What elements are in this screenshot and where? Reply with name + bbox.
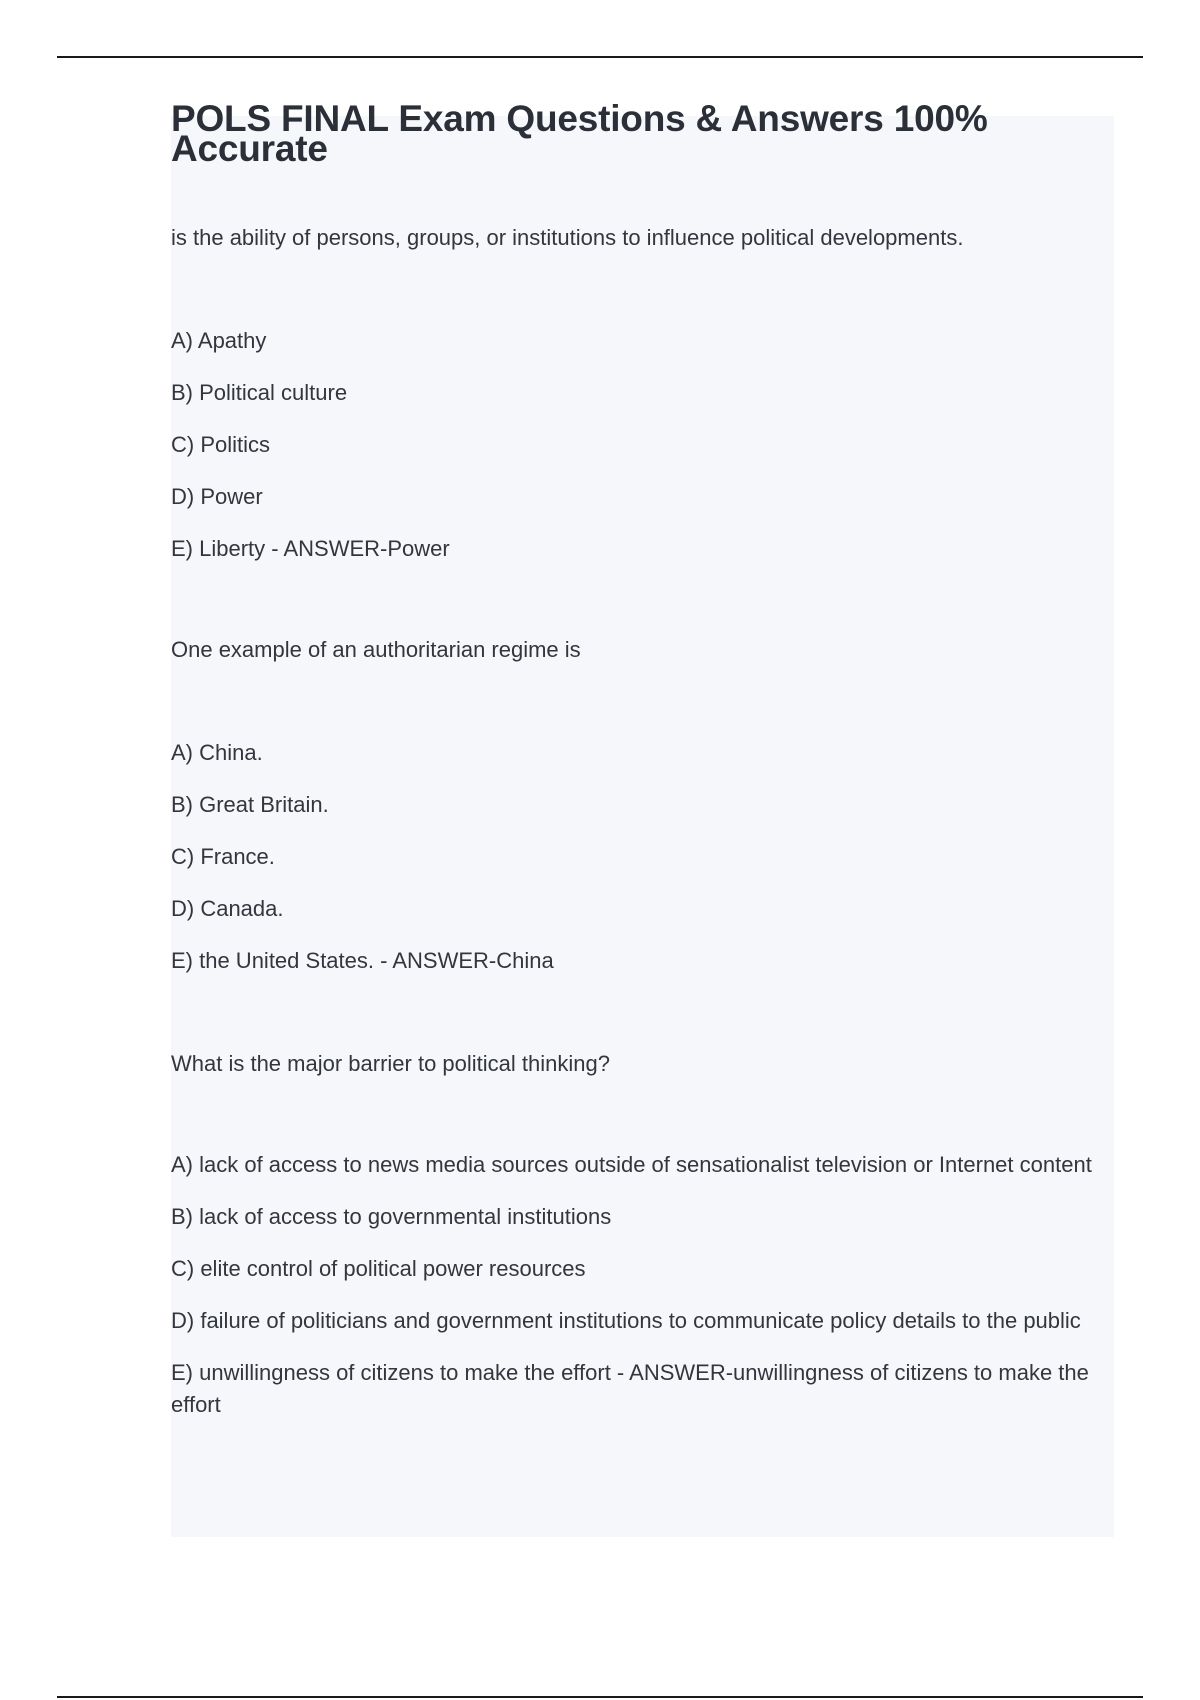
option-d: D) Canada. xyxy=(171,896,284,921)
answer-options xyxy=(171,1149,1116,1421)
question-prompt: One example of an authoritarian regime is xyxy=(171,637,581,662)
option-b: B) Great Britain. xyxy=(171,792,329,817)
document-title: POLS FINAL Exam Questions & Answers 100% Accurate xyxy=(171,98,988,169)
question-prompt: What is the major barrier to political thinking? xyxy=(171,1051,610,1076)
option-b: B) Political culture xyxy=(171,380,348,405)
question-1 xyxy=(171,222,1116,585)
option-e-with-answer: E) unwillingness of citizens to make the effort - ANSWER-unwillingness of citizens to make the effort xyxy=(171,1360,1089,1417)
document-body xyxy=(171,98,1116,1417)
option-a: A) Apathy xyxy=(171,328,267,353)
question-prompt: is the ability of persons, groups, or institutions to influence political developments. xyxy=(171,225,964,250)
answer-options xyxy=(171,325,1116,565)
bottom-page-rule xyxy=(57,1696,1143,1698)
question-3 xyxy=(171,1048,1116,1441)
option-d: D) failure of politicians and government institutions to communicate policy details to the public xyxy=(171,1308,1081,1333)
option-c: C) elite control of political power resources xyxy=(171,1256,586,1281)
option-a: A) lack of access to news media sources outside of sensationalist television or Internet content xyxy=(171,1152,1092,1177)
option-a: A) China. xyxy=(171,740,263,765)
option-c: C) Politics xyxy=(171,432,271,457)
top-page-rule xyxy=(57,56,1143,58)
option-b: B) lack of access to governmental institutions xyxy=(171,1204,612,1229)
answer-options xyxy=(171,737,1116,977)
question-2 xyxy=(171,634,1116,997)
option-e-with-answer: E) Liberty - ANSWER-Power xyxy=(171,536,450,561)
option-e-with-answer: E) the United States. - ANSWER-China xyxy=(171,948,554,973)
option-d: D) Power xyxy=(171,484,263,509)
option-c: C) France. xyxy=(171,844,275,869)
